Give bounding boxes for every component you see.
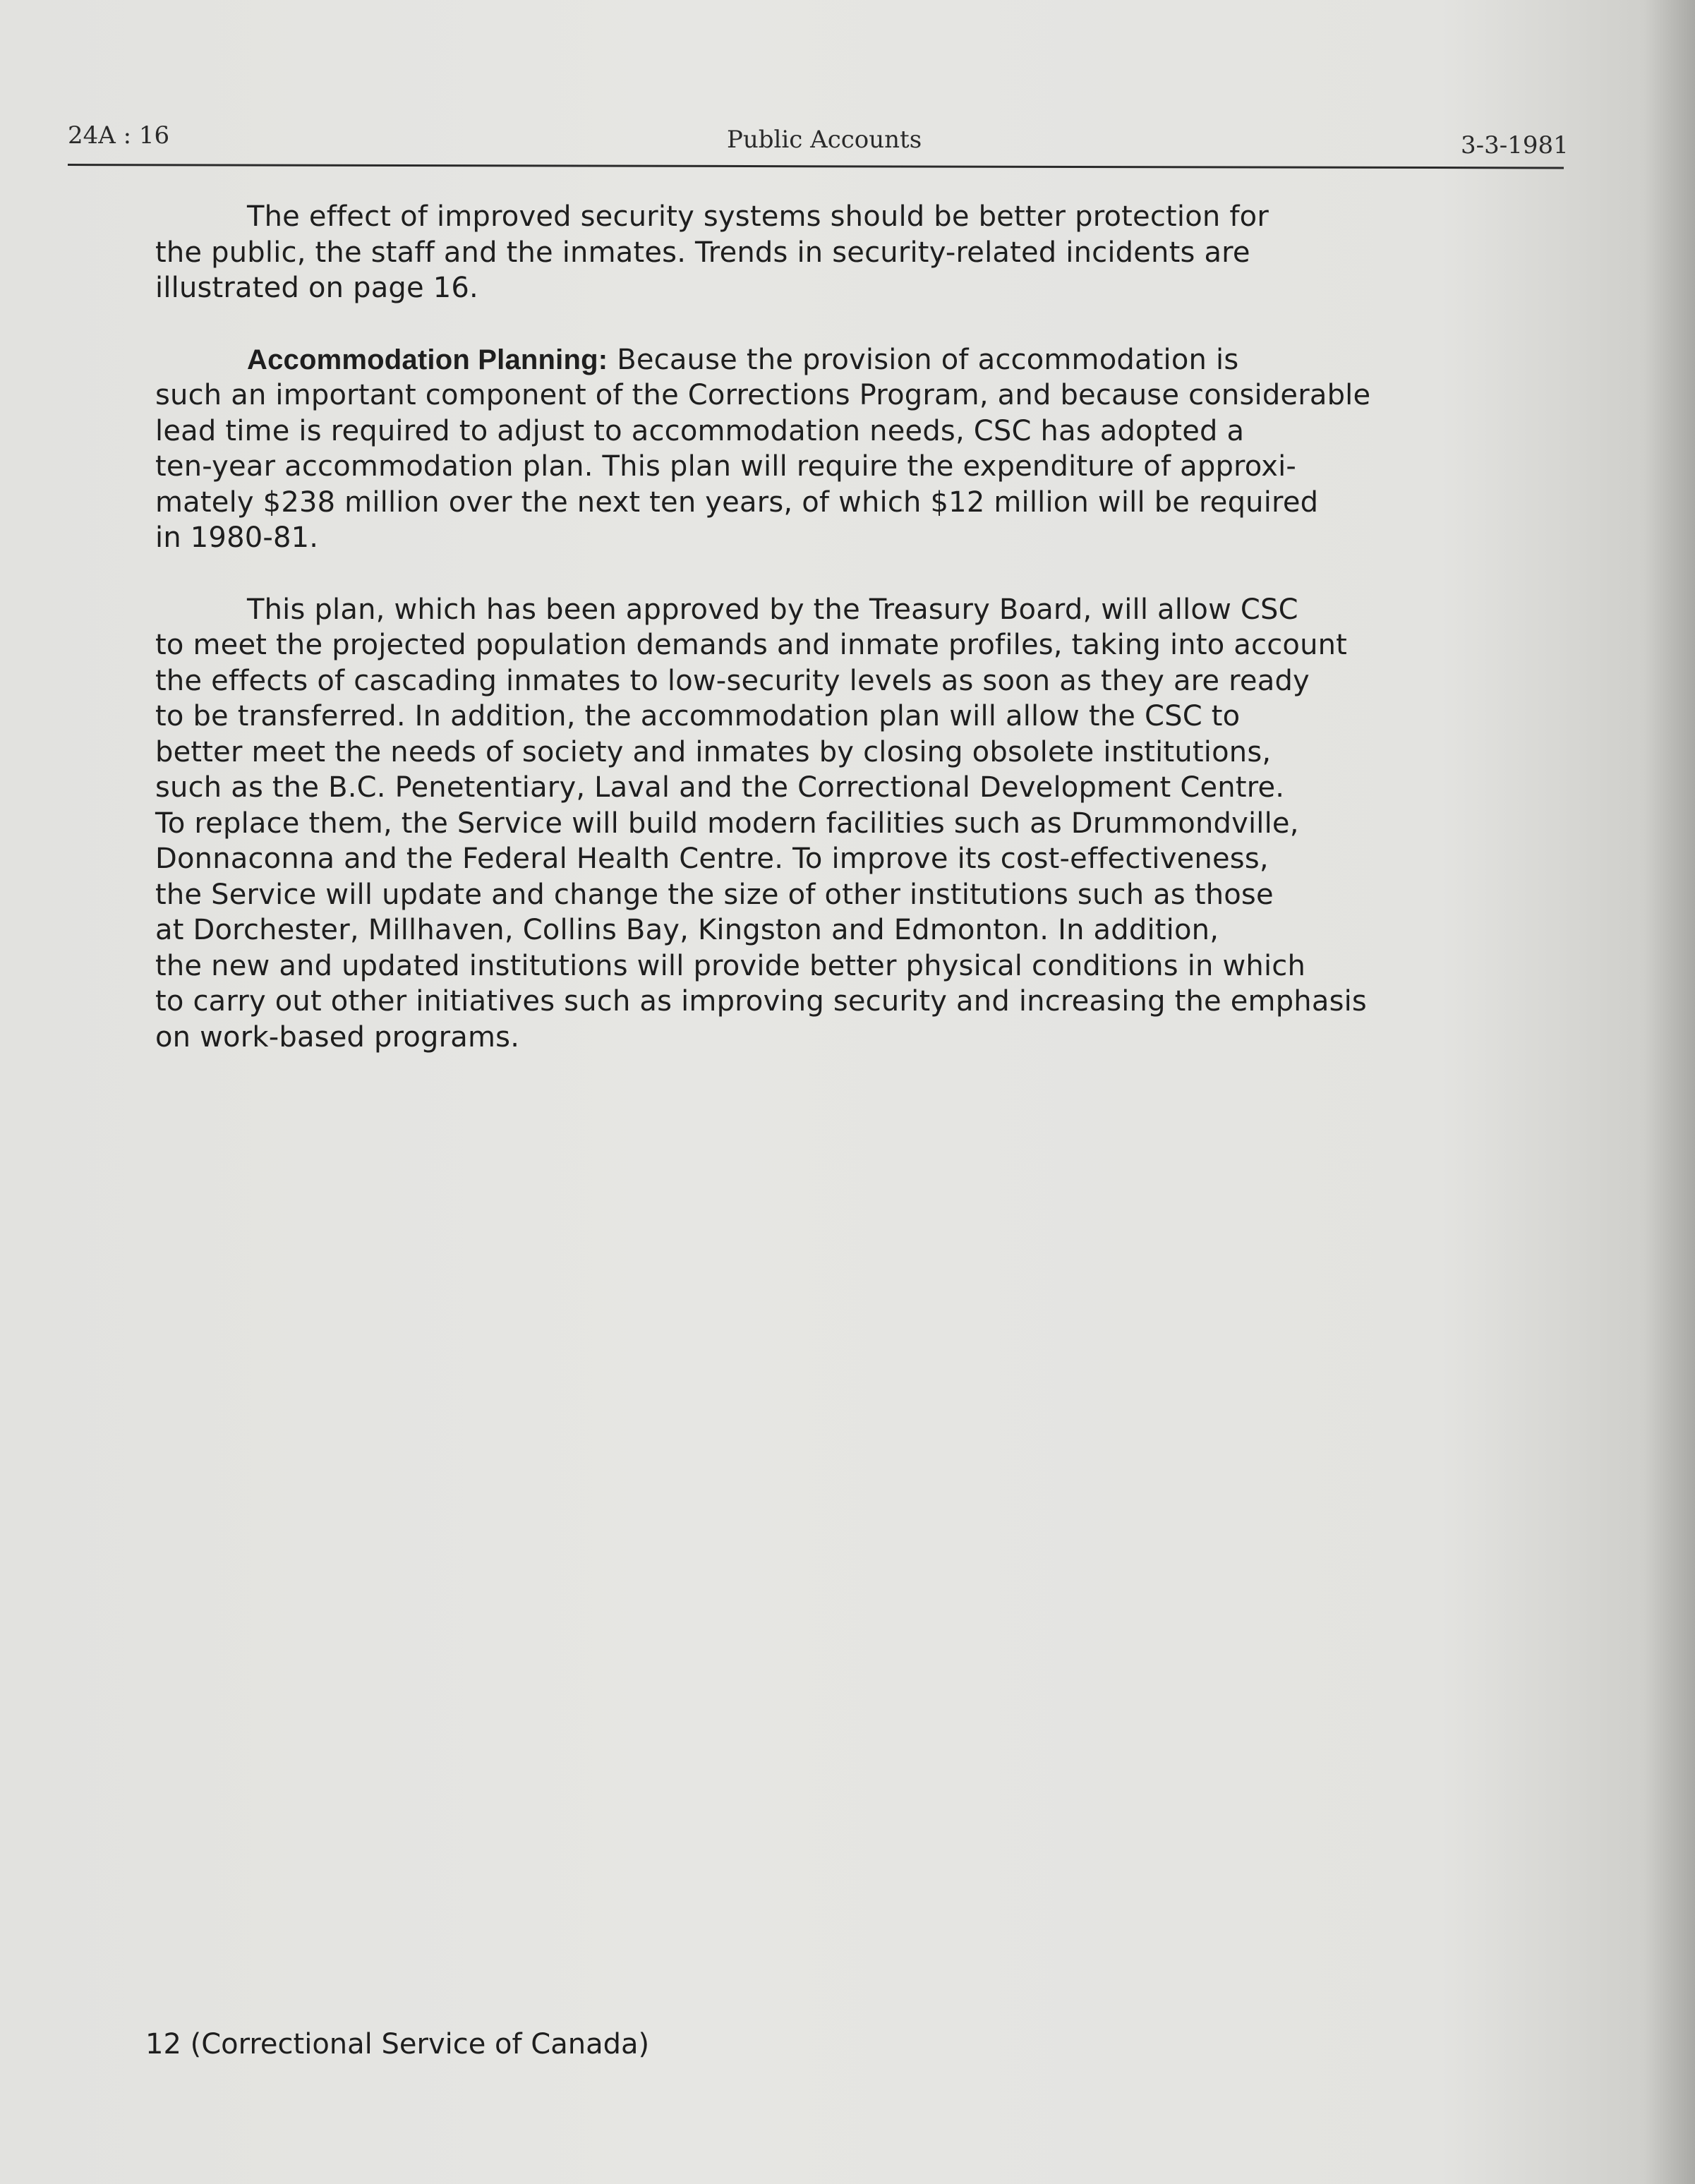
text-line: Donnaconna and the Federal Health Centre. To improve its cost-effectiveness, xyxy=(155,843,1269,875)
text-line: illustrated on page 16. xyxy=(155,272,478,304)
text-line: to be transferred. In addition, the accommodation plan will allow the CSC to xyxy=(155,700,1241,732)
text-line: at Dorchester, Millhaven, Collins Bay, Kingston and Edmonton. In addition, xyxy=(155,914,1219,946)
text-line: the effects of cascading inmates to low-security levels as soon as they are ready xyxy=(155,664,1310,697)
page-footer: 12 (Correctional Service of Canada) xyxy=(145,2028,650,2061)
heading-line-rest: Because the provision of accommodation is xyxy=(608,343,1239,376)
header-date: 3-3-1981 xyxy=(1461,131,1569,159)
text-line: to meet the projected population demands and inmate profiles, taking into account xyxy=(155,629,1348,661)
text-line xyxy=(155,342,1496,378)
text-line: better meet the needs of society and inmates by closing obsolete institutions, xyxy=(155,735,1272,768)
paragraph-security-trends xyxy=(155,199,1496,306)
text-line: lead time is required to adjust to accommodation needs, CSC has adopted a xyxy=(155,414,1245,447)
paragraph-gap xyxy=(155,556,1496,592)
text-line: the Service will update and change the size of other institutions such as those xyxy=(155,878,1274,911)
text-line: such as the B.C. Penetentiary, Laval and the Correctional Development Centre. xyxy=(155,771,1285,804)
header-rule xyxy=(68,164,1564,169)
text-line: such an important component of the Corrections Program, and because considerable xyxy=(155,379,1371,411)
paragraph-treasury-board-plan xyxy=(155,592,1496,1056)
section-heading: Accommodation Planning: xyxy=(247,344,608,375)
paragraph-accommodation-planning xyxy=(155,342,1496,556)
text-line: the new and updated institutions will provide better physical conditions in which xyxy=(155,949,1306,982)
running-title: Public Accounts xyxy=(727,126,922,154)
text-line: on work-based programs. xyxy=(155,1020,520,1054)
text-line: ten-year accommodation plan. This plan will require the expenditure of approxi- xyxy=(155,450,1297,483)
text-line: mately $238 million over the next ten years, of which $12 million will be required xyxy=(155,485,1319,519)
text-line: The effect of improved security systems should be better protection for xyxy=(247,200,1269,233)
page-number-header: 24A : 16 xyxy=(68,121,170,150)
paragraph-gap xyxy=(155,306,1496,342)
body-text xyxy=(155,199,1496,1055)
text-line: to carry out other initiatives such as improving security and increasing the emphasis xyxy=(155,985,1367,1018)
text-line: To replace them, the Service will build modern facilities such as Drummondville, xyxy=(155,807,1299,840)
text-line: the public, the staff and the inmates. Trends in security-related incidents are xyxy=(155,236,1250,269)
text-line: in 1980-81. xyxy=(155,521,319,554)
text-line: This plan, which has been approved by the Treasury Board, will allow CSC xyxy=(247,593,1298,626)
